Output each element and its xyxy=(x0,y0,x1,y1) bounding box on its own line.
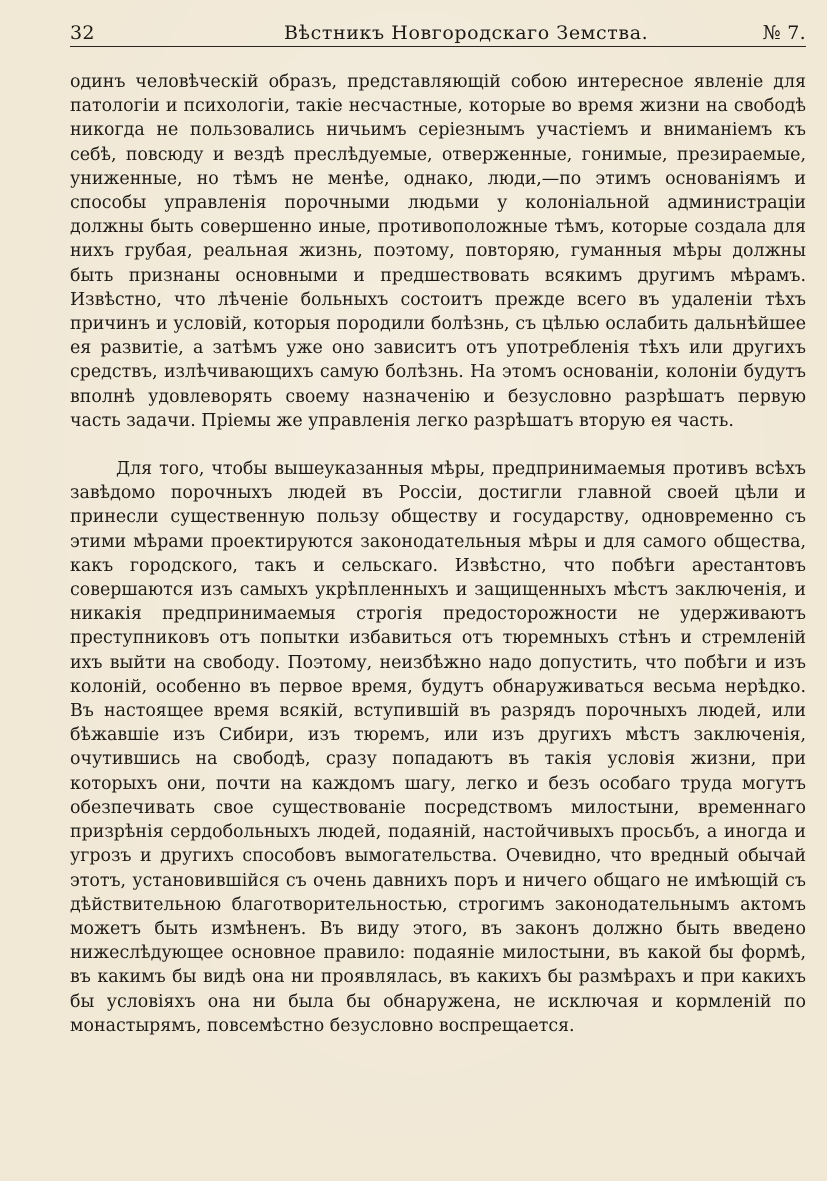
paragraph-2: Для того, чтобы вышеуказанныя мѣры, предпринимаемыя противъ всѣхъ завѣдомо порочныхъ людей въ Россіи, достигли главной своей цѣли и принесли существенную пользу обществу и государству, одновременно съ этими мѣрами проектируются законодательныя мѣры и для самого общества, какъ городского, такъ и сельскаго. Извѣстно, что побѣги арестантовъ совершаются изъ самыхъ укрѣпленныхъ и защищенныхъ мѣстъ заключенія, и никакія предпринимаемыя строгія предосторожности не удерживаютъ преступниковъ отъ попытки избавиться отъ тюремныхъ стѣнъ и стремленій ихъ выйти на свободу. Поэтому, неизбѣжно надо допустить, что побѣги и изъ колоній, особенно въ первое время, будутъ обнаруживаться весьма нерѣдко. Въ настоящее время всякій, вступившій въ разрядъ порочныхъ людей, или бѣжавшіе изъ Сибири, изъ тюремъ, или изъ другихъ мѣстъ заключенія, очутившись на свободѣ, сразу попадаютъ въ такія условія жизни, при которыхъ они, почти на каждомъ шагу, легко и безъ особаго труда могутъ обезпечивать свое существованіе посредствомъ милостыни, временнаго призрѣнія сердобольныхъ людей, подаяній, настойчивыхъ просьбъ, а иногда и угрозъ и другихъ способовъ вымогательства. Очевидно, что вредный обычай этотъ, установившійся съ очень давнихъ поръ и ничего общаго не имѣющій съ дѣйствительною благотворительностью, строгимъ законодательнымъ актомъ можетъ быть измѣненъ. Въ виду этого, въ законъ должно быть введено нижеслѣдующее основное правило: подаяніе милостыни, въ какой бы формѣ, въ какимъ бы видѣ она ни проявлялась, въ какихъ бы размѣрахъ и при какихъ бы условіяхъ она ни была бы обнаружена, не исключая и кормленій по монастырямъ, повсемѣстно безусловно воспрещается. xyxy=(70,459,806,1036)
page-number: 32 xyxy=(70,22,95,44)
header-rule xyxy=(70,46,806,47)
running-header xyxy=(70,18,806,48)
journal-title: Вѣстникъ Новгородскаго Земства. xyxy=(284,22,649,44)
article-body xyxy=(70,70,806,1038)
issue-number: № 7. xyxy=(762,22,806,44)
paragraph-1: одинъ человѣческій образъ, представляющій собою интересное явленіе для патологіи и психологіи, такіе несчастные, которые во время жизни на свободѣ никогда не пользовались ничьимъ серіезнымъ участіемъ и вниманіемъ къ себѣ, повсюду и вездѣ преслѣдуемые, отверженные, гонимые, презираемые, униженные, но тѣмъ не менѣе, однако, люди,—по этимъ основаніямъ и способы управленія порочными людьми у колоніальной администраціи должны быть совершенно иные, противоположные тѣмъ, которые создала для нихъ грубая, реальная жизнь, поэтому, повторяю, гуманныя мѣры должны быть признаны основными и предшествовать всякимъ другимъ мѣрамъ. Извѣстно, что лѣченіе больныхъ состоитъ прежде всего въ удаленіи тѣхъ причинъ и условій, которыя породили болѣзнь, съ цѣлью ослабить дальнѣйшее ея развитіе, а затѣмъ уже оно зависитъ отъ употребленія тѣхъ или другихъ средствъ, излѣчивающихъ самую болѣзнь. На этомъ основаніи, колоніи будутъ вполнѣ удовлеворять своему назначенію и безусловно разрѣшатъ первую часть задачи. Пріемы же управленія легко разрѣшатъ вторую ея часть. xyxy=(70,72,806,431)
